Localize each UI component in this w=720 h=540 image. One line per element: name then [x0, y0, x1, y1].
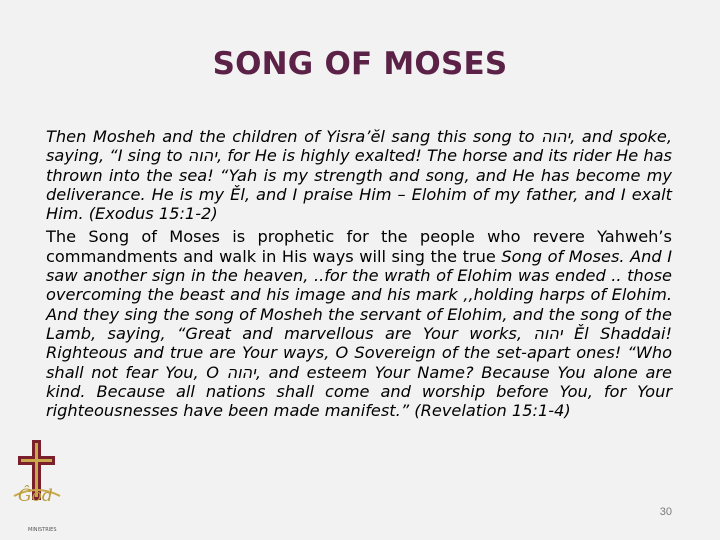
body-text	[46, 127, 672, 420]
hebrew-name: יהוה	[533, 323, 563, 343]
logo-subtitle: MINISTRIES	[28, 527, 57, 533]
revelation-text-4: , and esteem Your Name? Because You alone are kind. Because all nations shall come and worship before You, for Your righteousnesses have been made manifest.” (Revelation 15:1-4)	[46, 362, 672, 421]
revelation-text-2: And I saw another sign in the heaven, ..for the wrath of Elohim was ended .. those overcoming the beast and his image and his mark ,,holding harps of Elohim. And they sing the song of Mosheh the servant of Elohim, and the song of the Lamb, saying, “Great and marvellous are Your works,	[46, 246, 672, 343]
hebrew-name: יהוה	[226, 362, 256, 382]
page-number: 30	[659, 506, 672, 518]
hebrew-name: יהוה	[187, 146, 217, 166]
revelation-text-3: Ěl Shaddai! Righteous and true are Your ways, O Sovereign of the set-apart ones! “Who shall not fear You, O	[46, 323, 672, 382]
revelation-paragraph	[46, 227, 672, 420]
logo-script-text: Ĝod	[18, 486, 53, 506]
revelation-text-1: The Song of Moses is prophetic for the people who revere Yahweh’s commandments and walk in His ways will sing the true	[46, 227, 672, 266]
song-title-ref: Song of Moses.	[501, 246, 625, 266]
hebrew-name: יהוה	[541, 127, 571, 146]
exodus-text-1: Then Mosheh and the children of Yisra’ĕl sang this song to	[46, 127, 542, 146]
exodus-paragraph	[46, 127, 672, 223]
page-title: SONG OF MOSES	[212, 46, 508, 82]
exodus-text-3: , for He is highly exalted! The horse and its rider He has thrown into the sea! “Yah is my strength and song, and He has become my deliverance. He is my Ěl, and I praise Him – Elohim of my father, and I exalt Him. (Exodus 15:1-2)	[46, 146, 672, 224]
exodus-text-2: , and spoke, saying, “I sing to	[46, 127, 673, 166]
